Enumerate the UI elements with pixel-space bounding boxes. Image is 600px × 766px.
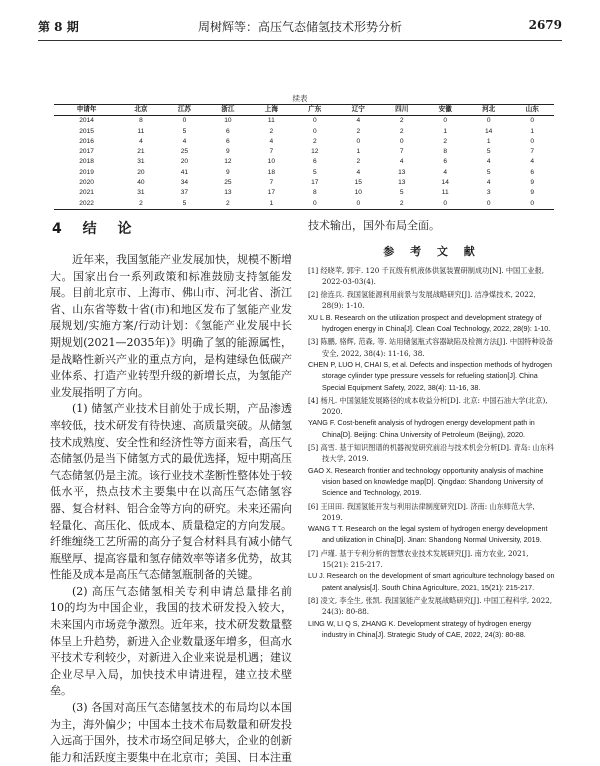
column-header: 上海: [264, 106, 278, 113]
reference-cn: [6] 王田田. 我国氢能开发与利用法律制度研究[D]. 济南: 山东师范大学, 2019.: [308, 501, 535, 522]
references-title: 参 考 文 献: [383, 244, 481, 258]
table-cell: 21: [137, 148, 145, 156]
table-cell: 4: [139, 137, 143, 145]
table-cell: 2: [399, 117, 404, 125]
reference-en: YANG F. Cost-benefit analysis of hydrogen energy development path in China[D]. Beijing: China University of Petroleum (Beijing), 2020.: [308, 418, 535, 439]
table-cell: 10: [224, 117, 232, 125]
table-cell: 0: [182, 117, 187, 125]
reference-cn: [2] 徐连兵. 我国氢能源利用前景与发展战略研究[J]. 洁净煤技术, 2022, 28(9): 1-10.: [308, 290, 536, 311]
table-cell: 5: [399, 189, 404, 197]
table-cell: 1: [269, 199, 274, 207]
column-header: 广东: [308, 106, 322, 113]
column-header: 申请年: [76, 106, 97, 113]
table-cell: 0: [486, 117, 491, 125]
table-cell: 3: [486, 189, 491, 197]
paragraph: (3) 各国对高压气态储氢技术的布局均以本国为主，海外偏少；中国本土技术布局数量和研发投入远高于国外，技术市场空间足够大，企业的创新能力和活跃度主要集中在北京市；美国、日本注重: [50, 701, 292, 764]
table-cell: 5: [182, 127, 187, 135]
table-header-row: [54, 105, 554, 116]
table-cell: 4: [486, 179, 491, 187]
table-cell: 11: [137, 127, 145, 135]
table-row: [54, 178, 554, 188]
table-cell: 6: [443, 158, 448, 166]
table-cell: 1: [530, 127, 535, 135]
table-cell: 15: [354, 179, 362, 187]
table-cell: 7: [269, 179, 274, 187]
table-cell: 0: [312, 199, 317, 207]
table-cell: 17: [267, 189, 276, 197]
table-row: [54, 147, 554, 157]
reference-en: GAO X. Research frontier and technology opportunity analysis of machine vision based on knowledge map[D]. Qingdao: Shandong University of Science and Technology, 2019.: [308, 465, 544, 498]
table-cell: 13: [398, 179, 406, 187]
reference-en: CHEN P, LUO H, CHAI S, et al. Defects and inspection methods of hydrogen storage cylinder type pressure vessels for refueling station[J]. China Special Equipment Safety, 2022, 38(4): 11-16, 38.: [308, 359, 552, 392]
table-cell: 10: [267, 158, 276, 166]
table-cell: 2: [312, 137, 317, 145]
table-cell: 1: [486, 137, 491, 145]
table-cell: 5: [182, 199, 187, 207]
table-body: [54, 116, 554, 210]
table-cell: 4: [269, 137, 274, 145]
table-cell: 0: [312, 127, 317, 135]
table-cell: 41: [180, 168, 189, 176]
table-cell: 17: [311, 179, 319, 187]
paragraph-continuation: 技术输出，国外布局全面。: [308, 219, 440, 232]
table-cell: 25: [224, 179, 232, 187]
table-cell: 8: [312, 189, 317, 197]
reference-en: XU L B. Research on the utilization prospect and development strategy of hydrogen energy in China[J]. Clean Coal Technology, 2022, 28(9): 1-10.: [308, 312, 551, 334]
table-continued-label: 续表: [292, 94, 308, 103]
table-cell: 2: [226, 199, 230, 207]
table-cell: 2: [139, 199, 143, 207]
table-cell: 31: [137, 189, 145, 197]
table-cell: 2: [269, 127, 274, 135]
table-cell: 5: [486, 148, 491, 156]
reference-en: WANG T T. Research on the legal system of hydrogen energy development and utilization in China[D]. Jinan: Shandong Normal University, 2019.: [308, 524, 548, 545]
reference-item: [308, 548, 556, 593]
table-cell: 2019: [79, 168, 94, 176]
table-row: [54, 199, 554, 210]
table-cell: 2: [356, 127, 361, 135]
table-cell: 0: [312, 117, 317, 125]
reference-cn: [7] 卢瑾. 基于专利分析的智慧农业技术发展研究[J]. 南方农业, 2021, 15(21): 215-217.: [308, 548, 529, 570]
table-cell: 11: [267, 117, 275, 125]
table-cell: 4: [486, 158, 491, 166]
section-title: 4 结 论: [52, 221, 140, 237]
table-cell: 6: [530, 168, 535, 176]
table-cell: 37: [180, 189, 189, 197]
table-cell: 14: [485, 127, 493, 135]
column-header: 北京: [134, 106, 148, 113]
reference-cn: [1] 经晓苹, 郭宇. 120 千瓦级有机液体供氢装置研制成功[N]. 中国工业报, 2022-03-03(4).: [308, 265, 545, 286]
running-header: [38, 14, 562, 41]
table-cell: 0: [486, 199, 491, 207]
table-cell: 10: [354, 189, 362, 197]
issue-number: 第 8 期: [38, 20, 79, 34]
reference-en: LU J. Research on the development of smart agriculture technology based on patent analysis[J]. South China Agriculture, 2021, 15(21): 215-217.: [308, 571, 555, 592]
table-cell: 6: [312, 158, 317, 166]
table-cell: 6: [226, 137, 230, 145]
reference-en: LING W, LI Q S, ZHANG K. Development strategy of hydrogen energy industry in China[J]. Strategic Study of CAE, 2022, 24(3): 80-88.: [308, 618, 532, 639]
patent-table: [54, 104, 554, 210]
table-cell: 40: [137, 179, 145, 187]
table-cell: 2016: [79, 137, 94, 145]
table-cell: 7: [399, 148, 404, 156]
table-cell: 2021: [79, 189, 94, 197]
column-header: 江苏: [177, 106, 191, 113]
table-cell: 9: [530, 179, 535, 187]
running-title: 周树辉等：高压气态储氢技术形势分析: [197, 20, 402, 34]
table-cell: 31: [137, 158, 145, 166]
table-row: [54, 188, 554, 198]
table-cell: 0: [443, 199, 448, 207]
table-cell: 2018: [79, 158, 94, 166]
table-cell: 7: [269, 148, 274, 156]
table-cell: 7: [530, 148, 535, 156]
table-cell: 2017: [79, 148, 94, 156]
table-row: [54, 116, 554, 127]
reference-cn: [8] 凌文, 李全生, 张凯. 我国氢能产业发展战略研究[J]. 中国工程科学, 2022, 24(3): 80-88.: [308, 595, 553, 617]
table-cell: 0: [530, 137, 535, 145]
table-cell: 9: [530, 189, 535, 197]
table-cell: 0: [356, 137, 361, 145]
table-cell: 2014: [79, 117, 94, 125]
table-cell: 12: [224, 158, 232, 166]
table-cell: 0: [530, 117, 535, 125]
paragraph: (2) 高压气态储氢相关专利申请总量排名前10的均为中国企业，我国的技术研发投入较大，未来国内市场竞争激烈。近年来，技术研发数量整体呈上升趋势，新进入企业数量逐年增多，但高水平技术专利较少，对新进入企业来说是机遇；建议企业尽早入局，加快技术申请进程，建立技术壁垒。: [50, 584, 292, 698]
left-column: [50, 218, 292, 766]
table-cell: 0: [399, 137, 404, 145]
table-cell: 1: [356, 148, 361, 156]
reference-item: [308, 289, 556, 334]
table-cell: 2015: [79, 127, 94, 135]
table-cell: 2020: [79, 179, 94, 187]
table-cell: 9: [226, 168, 230, 176]
table-cell: 20: [137, 168, 145, 176]
table-cell: 4: [356, 117, 361, 125]
table-cell: 8: [443, 148, 448, 156]
table-cell: 13: [224, 189, 232, 197]
table-cell: 8: [139, 117, 143, 125]
table-cell: 4: [356, 168, 361, 176]
reference-list: [308, 265, 556, 641]
table-cell: 2: [399, 127, 404, 135]
table-cell: 13: [398, 168, 406, 176]
table-cell: 12: [311, 148, 319, 156]
table-cell: 2: [443, 137, 448, 145]
reference-cn: [3] 陈鹏, 骆辉, 范森, 等. 站用储氢瓶式容器缺陷及检测方法[J]. 中国特种设备安全, 2022, 38(4): 11-16, 38.: [308, 337, 554, 358]
right-column: [308, 218, 556, 642]
table-cell: 14: [441, 179, 449, 187]
table-cell: 0: [356, 199, 361, 207]
paragraph: (1) 储氢产业技术目前处于成长期，产品渗透率较低，技术研发有待快速、高质量突破。从储氢技术成熟度、安全性和经济性等方面来看，高压气态储氢仍是当下储氢方式的最优选择，短中期高压气态储氢仍是主流。该行业技术垄断性整体处于较低水平，热点技术主要集中在以高压气态储氢容器、复合材料、铝合金等方向的研究。未来还需向轻量化、高压化、低成本、质量稳定的方向发展。纤维缠绕工艺所需的高分子复合材料具有减小储气瓶壁厚、提高容量和氢存储效率等诸多优势，故其性能及成本是高压气态储氢瓶制备的关键。: [50, 402, 292, 582]
table-cell: 11: [441, 189, 449, 197]
table-cell: 0: [530, 199, 535, 207]
paragraph: 近年来，我国氢能产业发展加快，规模不断增大。国家出台一系列政策和标准鼓励支持氢能发展。目前北京市、上海市、佛山市、河北省、浙江省、山东省等数十省(市)和地区发布了氢能产业发展规划/实施方案/行动计划：《氢能产业发展中长期规划(2021—2035年)》明确了氢的能源属性，是战略性新兴产业的重点方向，是构建绿色低碳产业体系、打造产业转型升级的新增长点，为氢能产业发展指明了方向。: [50, 253, 292, 399]
table-cell: 20: [180, 158, 189, 166]
column-header: 山东: [525, 106, 539, 113]
table-cell: 25: [180, 148, 189, 156]
table-cell: 2: [356, 158, 361, 166]
table-cell: 34: [180, 179, 189, 187]
table-row: [54, 137, 554, 147]
table-cell: 5: [312, 168, 317, 176]
table-row: [54, 168, 554, 178]
table-cell: 18: [267, 168, 276, 176]
table-cell: 5: [486, 168, 491, 176]
table-row: [54, 127, 554, 137]
table-cell: 0: [443, 117, 448, 125]
table-cell: 9: [226, 148, 230, 156]
column-header: 安徽: [438, 106, 452, 113]
reference-item: [308, 336, 556, 392]
table-cell: 4: [399, 158, 404, 166]
column-header: 四川: [395, 106, 409, 113]
table-cell: 2022: [79, 199, 94, 207]
reference-item: [308, 595, 556, 640]
reference-item: [308, 442, 556, 498]
reference-item: [308, 265, 556, 288]
table-cell: 1: [443, 127, 448, 135]
table-cell: 4: [530, 158, 535, 166]
table-cell: 4: [443, 168, 448, 176]
reference-item: [308, 395, 556, 440]
table-cell: 2: [399, 199, 404, 207]
table-row: [54, 157, 554, 167]
column-header: 河北: [482, 106, 496, 113]
page-number: 2679: [528, 18, 562, 32]
column-header: 辽宁: [351, 106, 365, 113]
reference-cn: [4] 杨凡. 中国氢能发展路径的成本收益分析[D]. 北京: 中国石油大学(北京), 2020.: [308, 395, 548, 417]
table-cell: 6: [226, 127, 230, 135]
table-cell: 4: [182, 137, 187, 145]
column-header: 浙江: [221, 106, 235, 113]
reference-item: [308, 501, 556, 546]
reference-cn: [5] 高雪. 基于知识图谱的机器视觉研究前沿与技术机会分析[D]. 青岛: 山东科技大学, 2019.: [308, 443, 555, 464]
